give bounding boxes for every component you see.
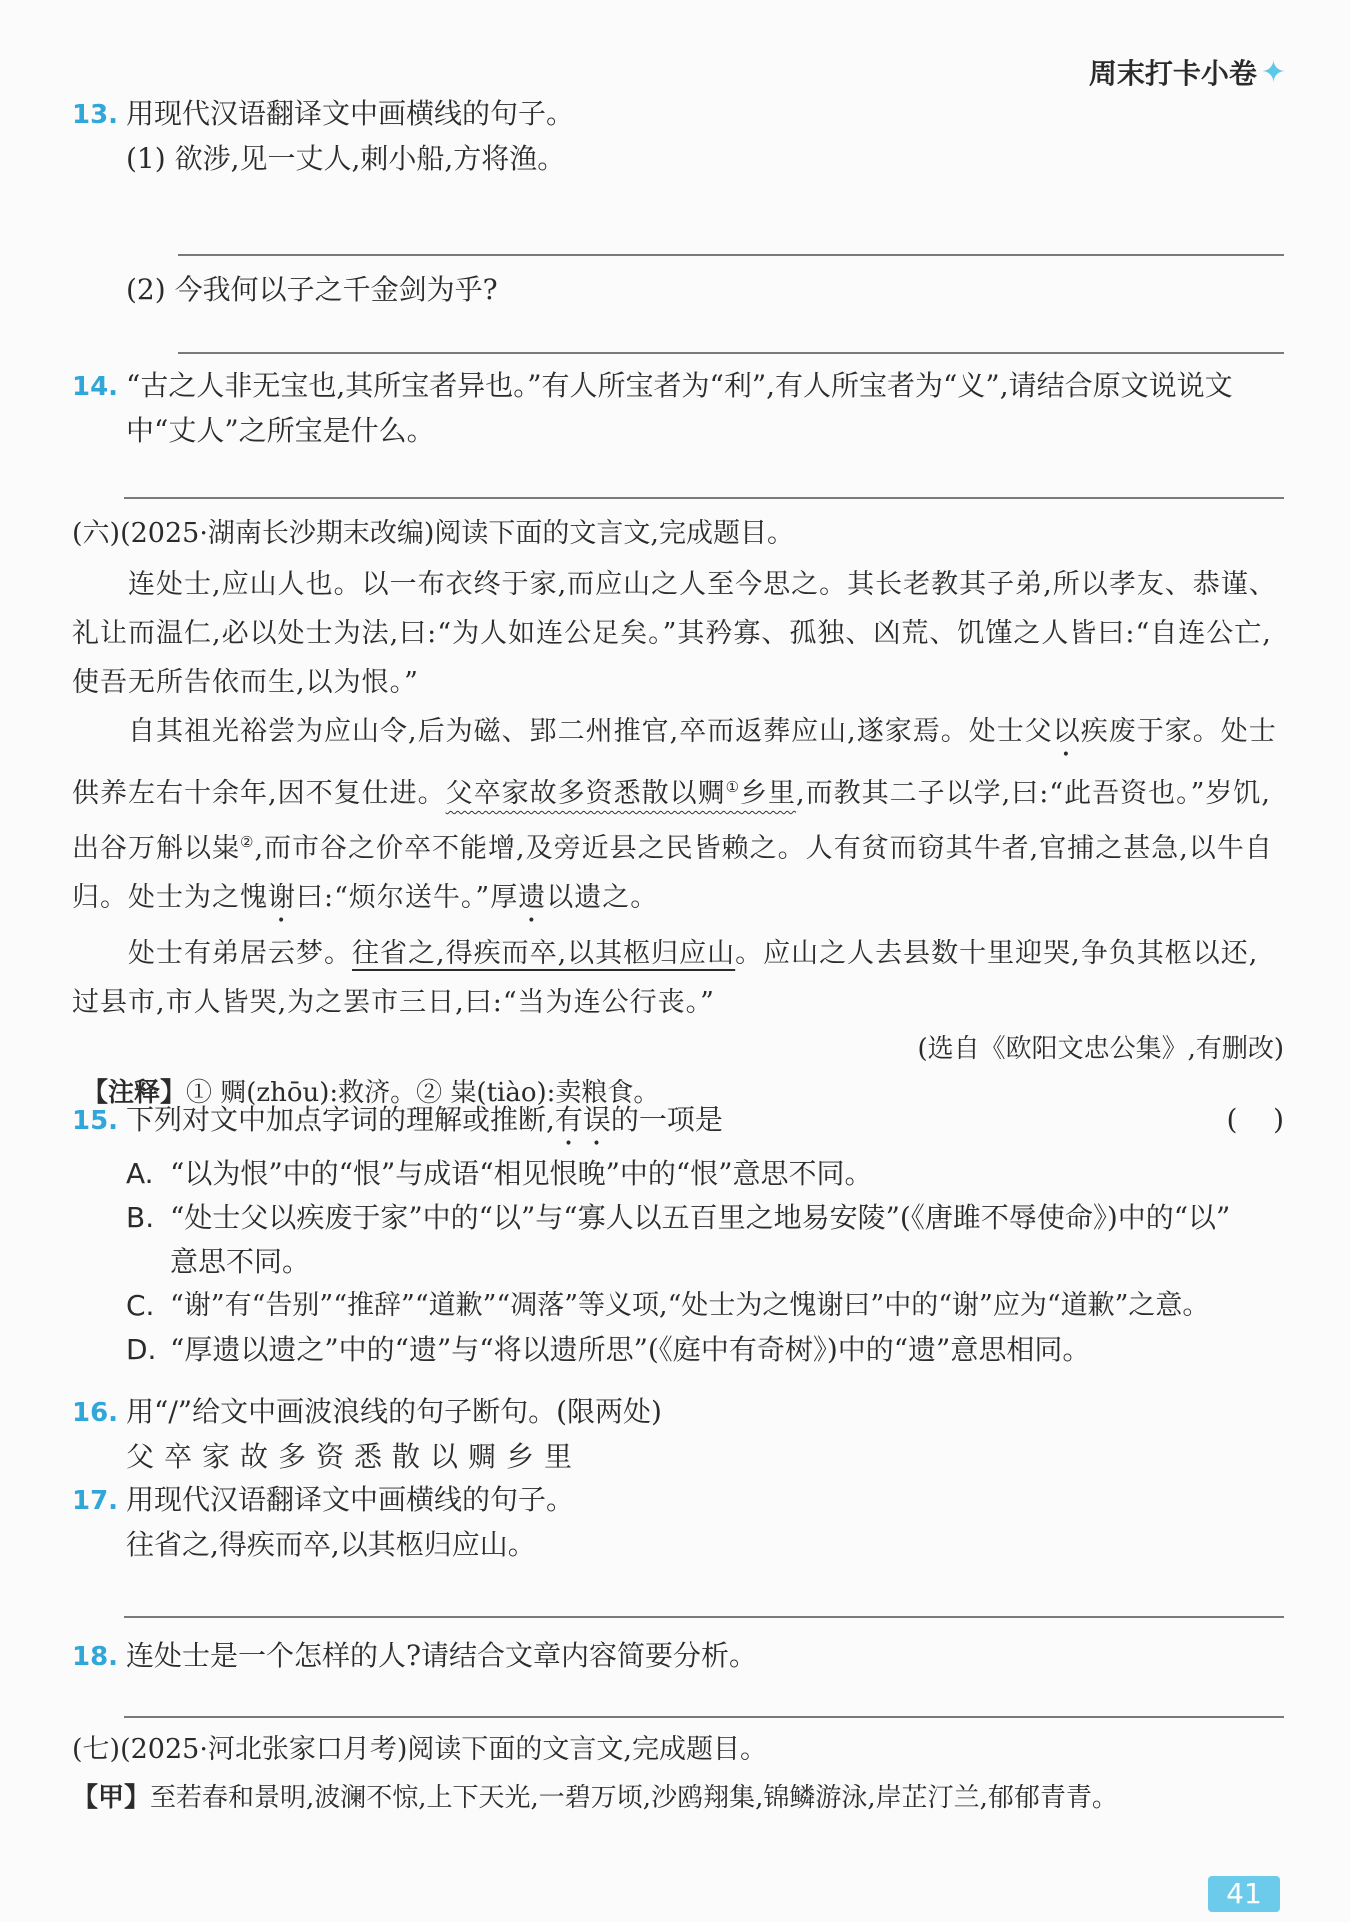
answer-line-18[interactable] [124, 1716, 1284, 1718]
question-13-sub2 [72, 268, 1284, 312]
underlined-sentence: 往省之,得疾而卒,以其柩归应山 [352, 938, 736, 969]
section-7 [72, 1728, 1284, 1820]
question-number: 13. [72, 100, 119, 130]
option-b-cont: 意思不同。 [170, 1245, 311, 1278]
question-text-line2: 中“丈人”之所宝是什么。 [126, 414, 435, 447]
question-number: 16. [72, 1398, 119, 1428]
question-14 [72, 364, 1284, 453]
answer-line-13-2[interactable] [178, 352, 1284, 354]
header-title: 周末打卡小卷 [1088, 57, 1257, 90]
sub-question-2: (2) 今我何以子之千金剑为乎? [126, 273, 498, 306]
dotted-char: 以 [1052, 716, 1081, 747]
source-citation: (选自《欧阳文忠公集》,有删改) [917, 1034, 1284, 1064]
question-text: 用现代汉语翻译文中画横线的句子。 [126, 97, 575, 130]
wavy-underlined-sentence: 父卒家故多资悉散以赒①乡里 [445, 778, 797, 809]
dotted-char: 谢 [268, 882, 296, 913]
sparkle-icon: ✦ [1260, 54, 1286, 90]
page-header [1089, 52, 1286, 92]
question-number: 18. [72, 1642, 119, 1672]
question-17 [72, 1478, 1284, 1567]
question-16 [72, 1390, 1284, 1479]
question-text: 连处士是一个怎样的人?请结合文章内容简要分析。 [126, 1639, 758, 1672]
page-number: 41 [1208, 1876, 1280, 1912]
answer-line-17[interactable] [124, 1616, 1284, 1618]
passage-paragraph-3: 处士有弟居云梦。往省之,得疾而卒,以其柩归应山。应山之人去县数十里迎哭,争负其柩以还,过县市,市人皆哭,为之罢市三日,曰:“当为连公行丧。” [72, 938, 1259, 1018]
passage-paragraph-2: 自其祖光裕尝为应山令,后为磁、郢二州推官,卒而返葬应山,遂家焉。处士父以疾废于家。处士供养左右十余年,因不复仕进。父卒家故多资悉散以赒①乡里,而教其二子以学,曰:“此吾资也。”岁饥,出谷万斛以粜②,而市谷之价卒不能增,及旁近县之民皆赖之。人有贫而窃其牛者,官捕之甚急,以牛自归。处士为之愧谢曰:“烦尔送牛。”厚遗以遗之。 [72, 716, 1277, 913]
section-heading: (七)(2025·河北张家口月考)阅读下面的文言文,完成题目。 [72, 1734, 768, 1765]
sub-question-1: (1) 欲涉,见一丈人,刺小船,方将渔。 [126, 142, 566, 175]
option-d: D. “厚遗以遗之”中的“遗”与“将以遗所思”(《庭中有奇树》)中的“遗”意思相同。 [126, 1333, 1091, 1366]
answer-line-13-1[interactable] [178, 254, 1284, 256]
question-text: 下列对文中加点字词的理解或推断,有误的一项是 [126, 1103, 723, 1136]
question-text: 用“/”给文中画波浪线的句子断句。(限两处) [126, 1395, 662, 1428]
option-c: C. “谢”有“告别”“推辞”“道歉”“凋落”等义项,“处士为之愧谢曰”中的“谢”应为“道歉”之意。 [126, 1289, 1210, 1322]
dotted-char: 遗 [518, 882, 547, 913]
question-text: 用现代汉语翻译文中画横线的句子。 [126, 1483, 575, 1516]
sentence-to-punctuate[interactable]: 父卒家故多资悉散以赒乡里 [126, 1440, 583, 1473]
question-text-line1: “古之人非无宝也,其所宝者异也。”有人所宝者为“利”,有人所宝者为“义”,请结合原文说说文 [126, 369, 1233, 402]
question-15 [72, 1098, 1284, 1372]
option-b: B. “处士父以疾废于家”中的“以”与“寡人以五百里之地易安陵”(《唐雎不辱使命》)中的“以” [126, 1201, 1231, 1234]
sentence-to-translate: 往省之,得疾而卒,以其柩归应山。 [126, 1528, 536, 1561]
option-a: A. “以为恨”中的“恨”与成语“相见恨晚”中的“恨”意思不同。 [126, 1157, 873, 1190]
answer-bracket[interactable]: ( ) [1226, 1103, 1284, 1136]
question-number: 17. [72, 1486, 119, 1516]
question-number: 15. [72, 1106, 119, 1136]
question-18 [72, 1634, 1284, 1679]
section-6 [72, 512, 1284, 1115]
passage-paragraph-1: 连处士,应山人也。以一布衣终于家,而应山之人至今思之。其长老教其子弟,所以孝友、恭谨、礼让而温仁,必以处士为法,曰:“为人如连公足矣。”其矜寡、孤独、凶荒、饥馑之人皆曰:“自连公亡,使吾无所告依而生,以为恨。” [72, 569, 1277, 698]
section-heading: (六)(2025·湖南长沙期末改编)阅读下面的文言文,完成题目。 [72, 518, 795, 549]
question-number: 14. [72, 372, 119, 402]
passage-jia: 【甲】至若春和景明,波澜不惊,上下天光,一碧万顷,沙鸥翔集,锦鳞游泳,岸芷汀兰,郁郁青青。 [72, 1783, 1118, 1813]
annotation: 【注释】① 赒(zhōu):救济。② 粜(tiào):卖粮食。 [82, 1078, 660, 1108]
question-13 [72, 92, 1284, 181]
answer-line-14[interactable] [124, 497, 1284, 499]
